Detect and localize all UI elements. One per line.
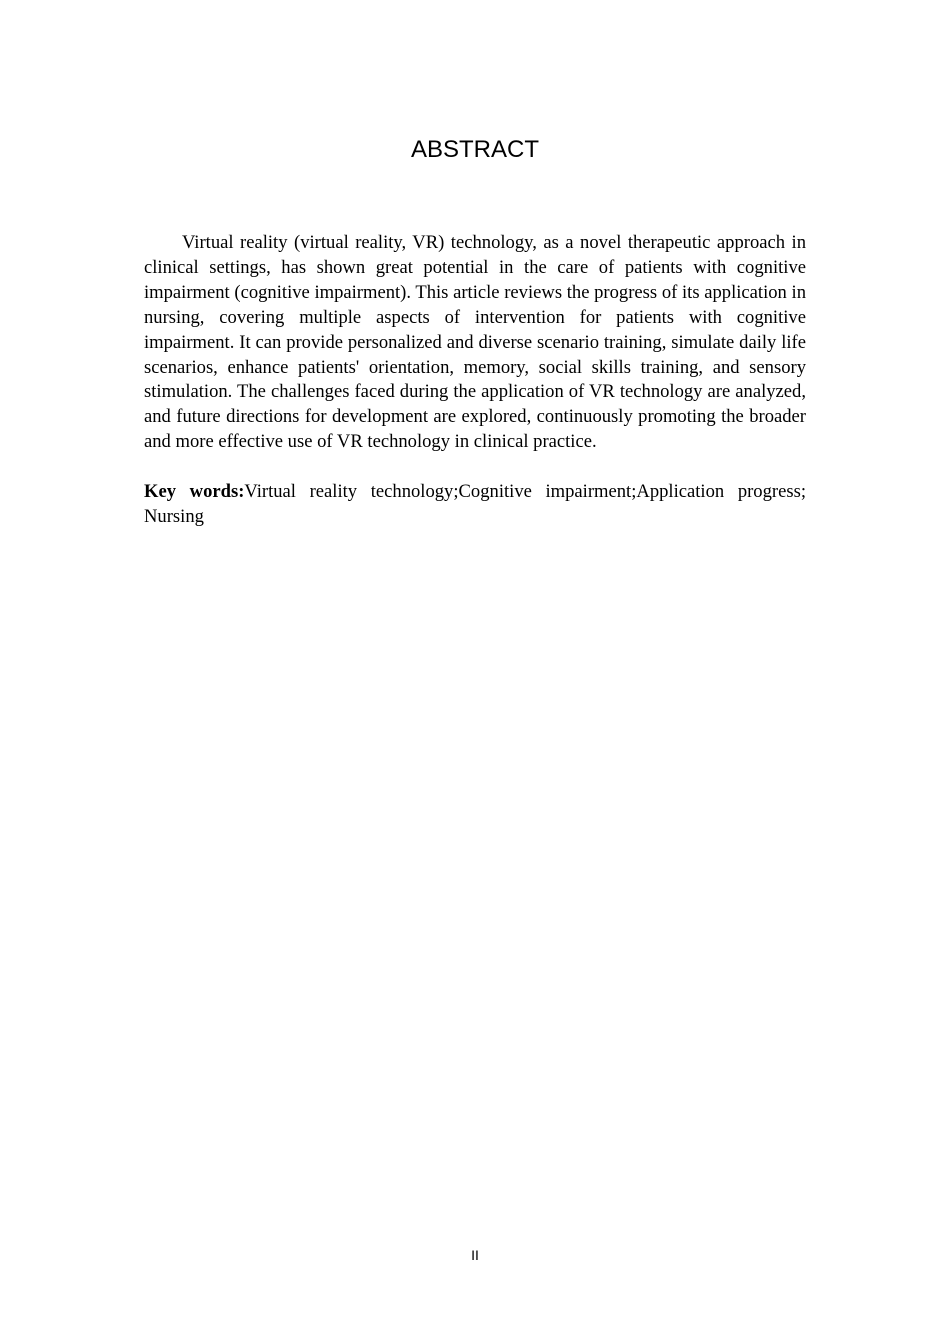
abstract-paragraph: Virtual reality (virtual reality, VR) technology, as a novel therapeutic approach in clinical settings, has shown great potential in the care of patients with cognitive impairment (cognitive impairment). This article reviews the progress of its application in nursing, covering multiple aspects of intervention for patients with cognitive impairment. It can provide personalized and diverse scenario training, simulate daily life scenarios, enhance patients' orientation, memory, social skills training, and sensory stimulation. The challenges faced during the application of VR technology are analyzed, and future directions for development are explored, continuously promoting the broader and more effective use of VR technology in clinical practice. xyxy=(144,232,806,453)
page-number: II xyxy=(471,1247,479,1263)
keywords-paragraph xyxy=(144,480,806,530)
keywords-list: Virtual reality technology;Cognitive impairment;Application progress; Nursing xyxy=(144,481,806,527)
page-title: ABSTRACT xyxy=(410,136,539,163)
keywords-label: Key words: xyxy=(144,481,245,502)
